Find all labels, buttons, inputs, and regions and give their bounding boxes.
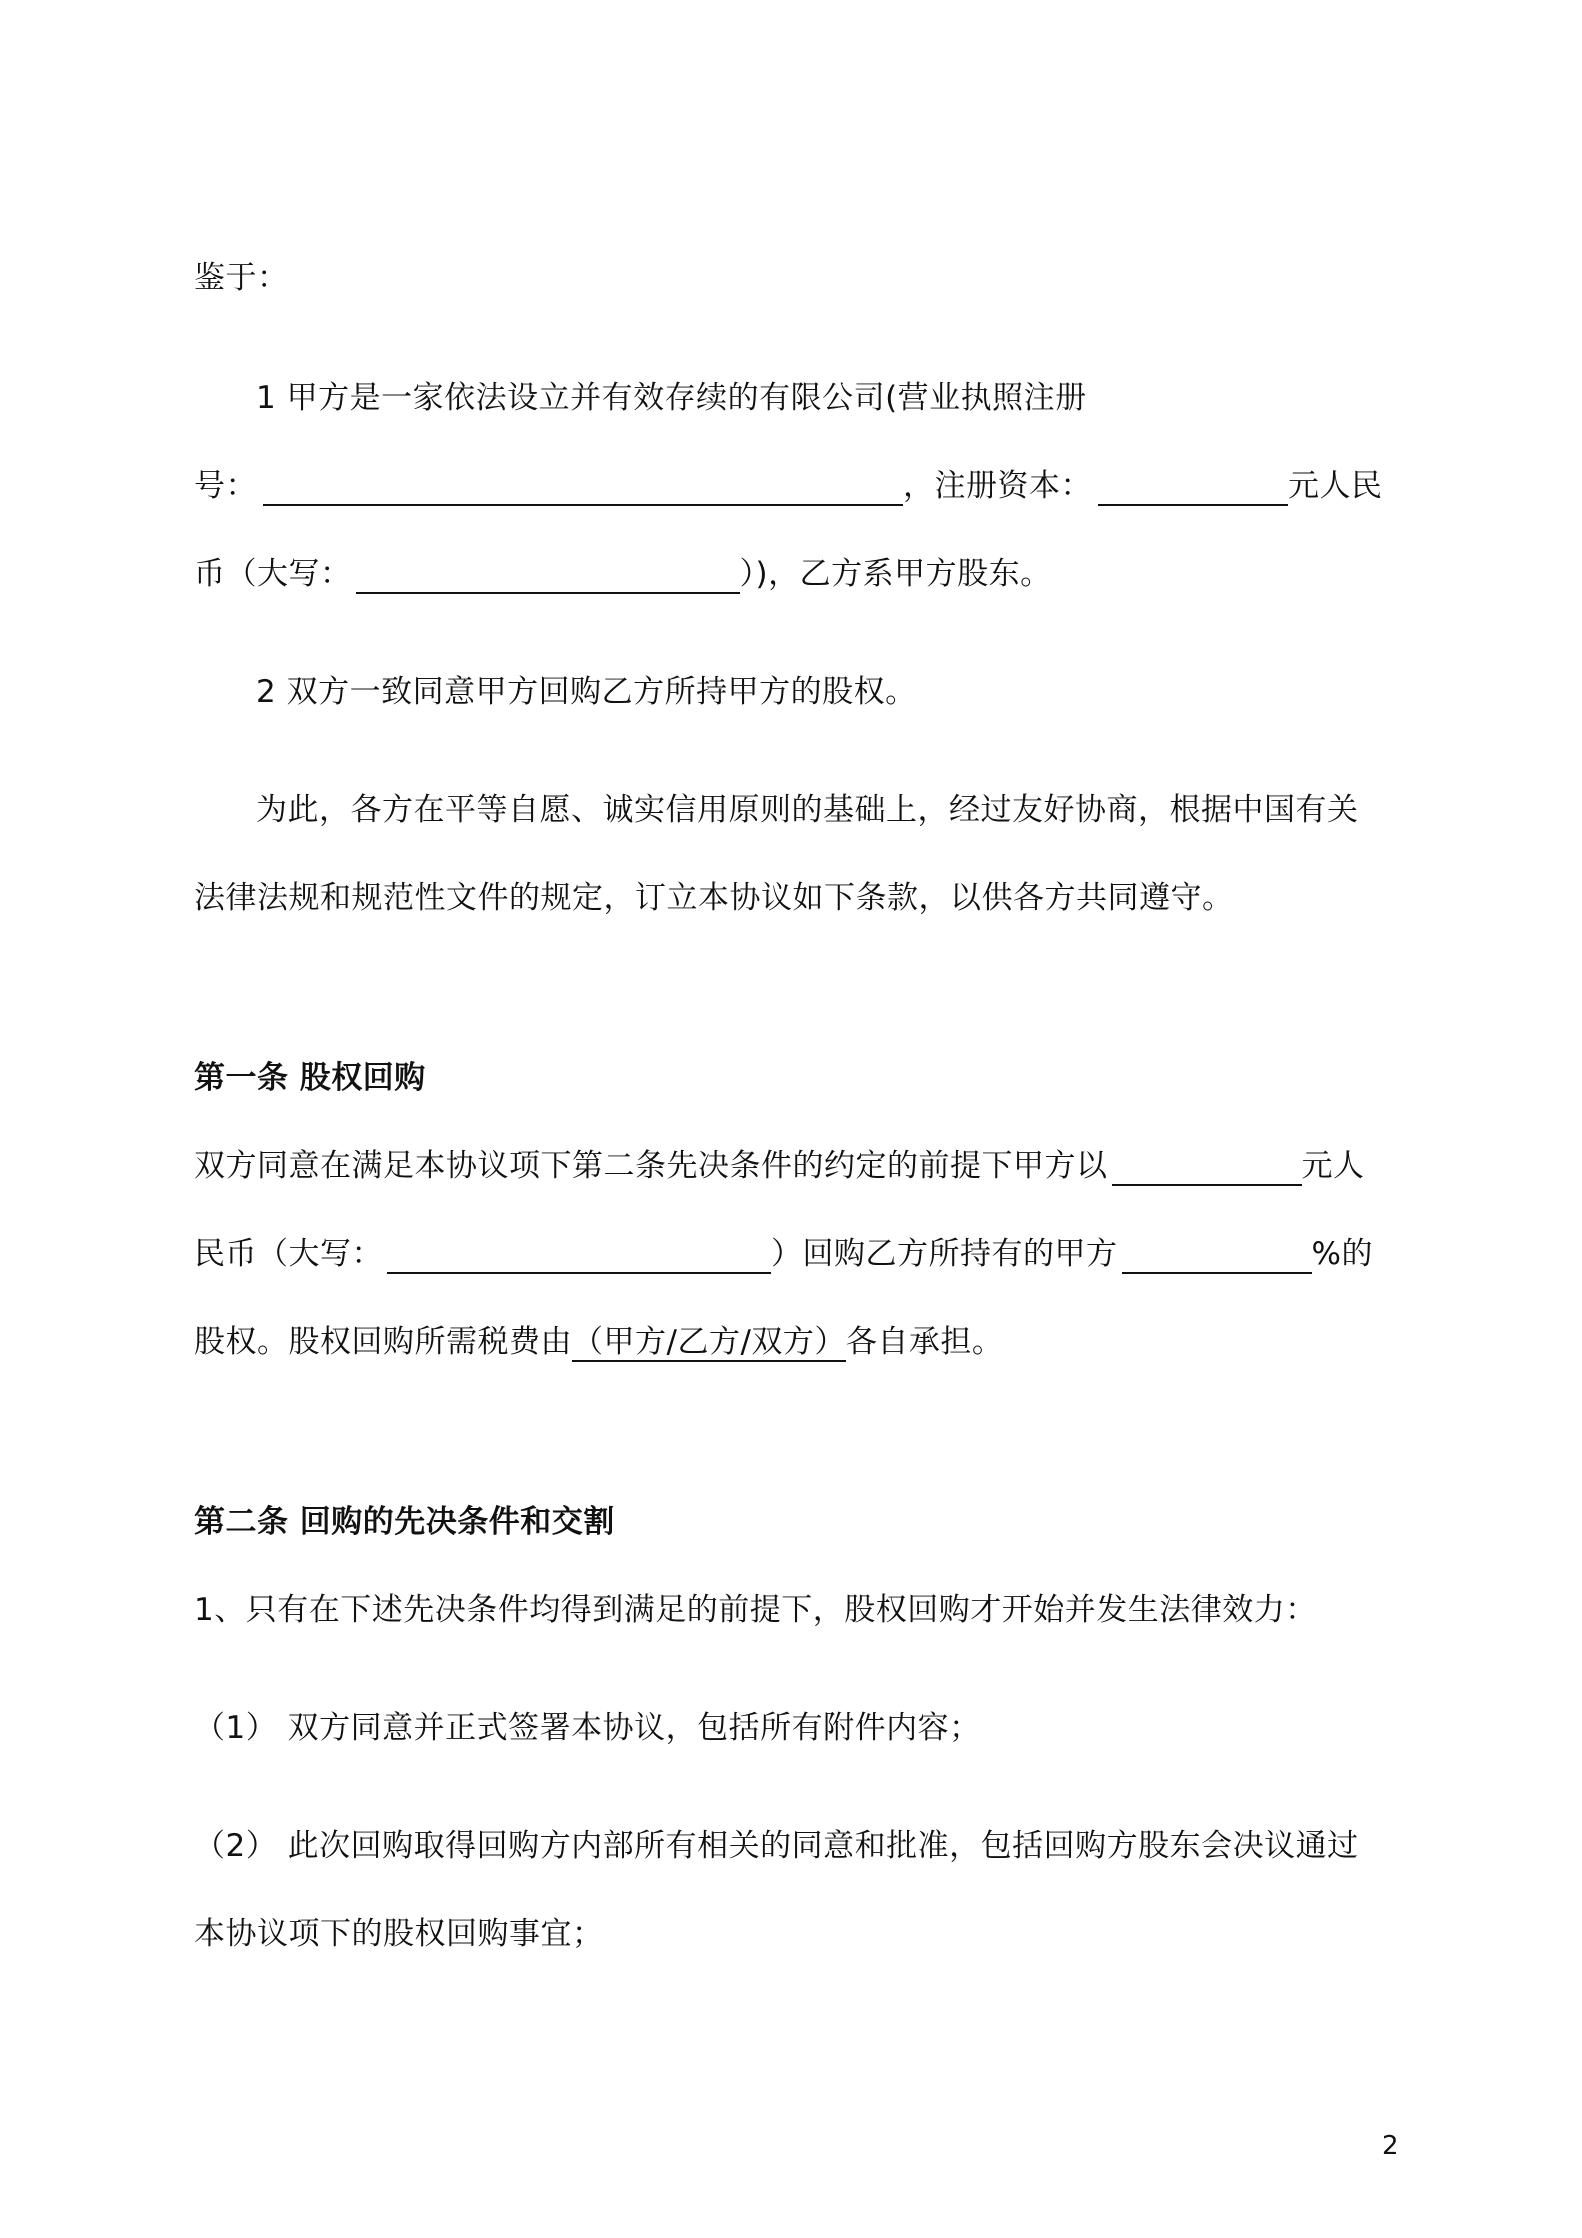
price-unit: 元人 <box>1301 1148 1365 1184</box>
article2-cond2-line2 <box>194 1914 604 1954</box>
price-words-label: 民币（大写： <box>194 1236 383 1272</box>
capital-unit: 元人民 <box>1288 468 1383 504</box>
item1-tail: ）)，乙方系甲方股东。 <box>739 556 1052 592</box>
article1-text-4: 各自承担。 <box>845 1324 1004 1360</box>
article1-line1 <box>194 1146 1365 1186</box>
preamble-text-1: 为此，各方在平等自愿、诚实信用原则的基础上，经过友好协商，根据中国有关 <box>256 792 1359 828</box>
price-blank[interactable] <box>1112 1150 1302 1186</box>
article1-text-1: 双方同意在满足本协议项下第二条先决条件的约定的前提下甲方以 <box>194 1148 1108 1184</box>
reg-number-label: 号： <box>194 468 257 504</box>
article2-title-text: 第二条 回购的先决条件和交割 <box>194 1504 615 1540</box>
percent-label: %的 <box>1311 1236 1373 1272</box>
item1-line1 <box>256 378 1087 418</box>
article2-cond1 <box>194 1708 981 1748</box>
cond1-text: （1） 双方同意并正式签署本协议，包括所有附件内容； <box>194 1710 981 1746</box>
price-words-blank[interactable] <box>387 1238 771 1274</box>
preamble-text-2: 法律法规和规范性文件的规定，订立本协议如下条款，以供各方共同遵守。 <box>194 880 1234 916</box>
item1-line2 <box>194 466 1383 506</box>
capital-blank[interactable] <box>1098 470 1288 506</box>
preamble-line1 <box>256 790 1359 830</box>
tax-party-choice[interactable]: （甲方/乙方/双方） <box>572 1324 846 1360</box>
article1-text-3: 股权。股权回购所需税费由 <box>194 1324 572 1360</box>
equity-percent-blank[interactable] <box>1122 1238 1312 1274</box>
article1-line3 <box>194 1322 1003 1362</box>
article1-text-2: ）回购乙方所持有的甲方 <box>771 1236 1118 1272</box>
whereas-heading <box>194 258 289 298</box>
item1-line3 <box>194 554 1052 594</box>
whereas-text: 鉴于： <box>194 260 289 296</box>
item2-text: 2 双方一致同意甲方回购乙方所持甲方的股权。 <box>256 674 917 710</box>
item2-line <box>256 672 917 712</box>
capital-words-blank[interactable] <box>356 558 740 594</box>
cond2-text-2: 本协议项下的股权回购事宜； <box>194 1916 604 1952</box>
article1-title <box>194 1058 426 1098</box>
reg-number-blank[interactable] <box>263 470 903 506</box>
article1-line2 <box>194 1234 1373 1274</box>
capital-label: ，注册资本： <box>903 468 1092 504</box>
article2-clause1 <box>194 1590 1317 1630</box>
article1-title-text: 第一条 股权回购 <box>194 1060 426 1096</box>
preamble-line2 <box>194 878 1234 918</box>
article2-title <box>194 1502 615 1542</box>
clause1-text: 1、只有在下述先决条件均得到满足的前提下，股权回购才开始并发生法律效力： <box>194 1592 1317 1628</box>
item1-text: 1 甲方是一家依法设立并有效存续的有限公司(营业执照注册 <box>256 380 1087 416</box>
article2-cond2-line1 <box>194 1826 1359 1866</box>
page-number: 2 <box>1382 2131 1399 2161</box>
capital-words-label: 币（大写： <box>194 556 352 592</box>
cond2-text-1: （2） 此次回购取得回购方内部所有相关的同意和批准，包括回购方股东会决议通过 <box>194 1828 1359 1864</box>
